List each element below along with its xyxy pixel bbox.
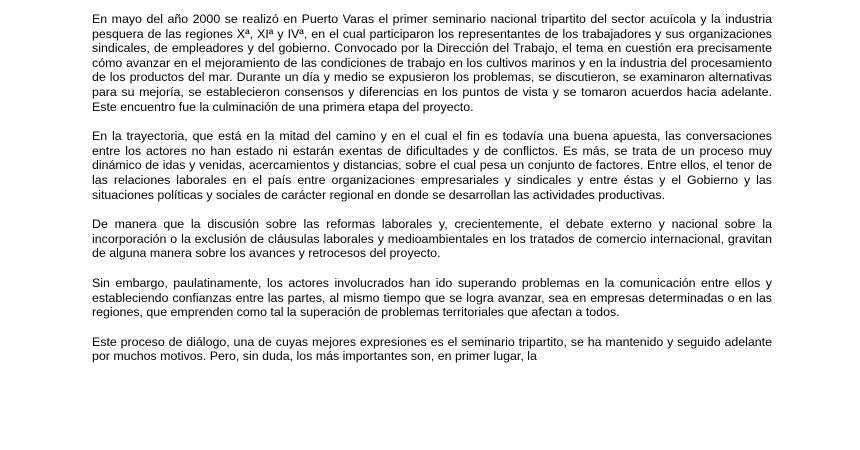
paragraph-3: De manera que la discusión sobre las reformas laborales y, crecientemente, el debate externo y nacional sobre la incorporación o la exclusión de cláusulas laborales y medioambientales en los tratados de comercio internacional, gravitan de alguna manera sobre los avances y retrocesos del proyecto.	[92, 217, 772, 261]
document-body	[92, 12, 772, 379]
paragraph-2: En la trayectoria, que está en la mitad del camino y en el cual el fin es todavía una buena apuesta, las conversaciones entre los actores no han estado ni estarán exentas de dificultades y de conflictos. Es más, se trata de un proceso muy dinámico de idas y venidas, acercamientos y distancias, sobre el cual pesa un conjunto de factores. Entre ellos, el tenor de las relaciones laborales en el país entre organizaciones empresariales y sindicales y entre éstas y el Gobierno y las situaciones políticas y sociales de carácter regional en donde se desarrollan las actividades productivas.	[92, 129, 772, 202]
paragraph-1: En mayo del año 2000 se realizó en Puerto Varas el primer seminario nacional tripartito del sector acuícola y la industria pesquera de las regiones Xª, XIª y IVª, en el cual participaron los representantes de los trabajadores y sus organizaciones sindicales, de empleadores y del gobierno. Convocado por la Dirección del Trabajo, el tema en cuestión era precisamente cómo avanzar en el mejoramiento de las condiciones de trabajo en los cultivos marinos y en la industria del procesamiento de los productos del mar. Durante un día y medio se expusieron los problemas, se discutieron, se examinaron alternativas para su mejoría, se establecieron consensos y diferencias en los puntos de vista y se tomaron acuerdos hacia adelante. Este encuentro fue la culminación de una primera etapa del proyecto.	[92, 12, 772, 114]
paragraph-5: Este proceso de diálogo, una de cuyas mejores expresiones es el seminario tripartito, se ha mantenido y seguido adelante por muchos motivos. Pero, sin duda, los más importantes son, en primer lugar, la	[92, 334, 772, 364]
paragraph-4: Sin embargo, paulatinamente, los actores involucrados han ido superando problemas en la comunicación entre ellos y estableciendo confianzas entre las partes, al mismo tiempo que se logra avanzar, sea en empresas determinadas o en las regiones, que emprenden como tal la superación de problemas territoriales que afectan a todos.	[92, 275, 772, 320]
